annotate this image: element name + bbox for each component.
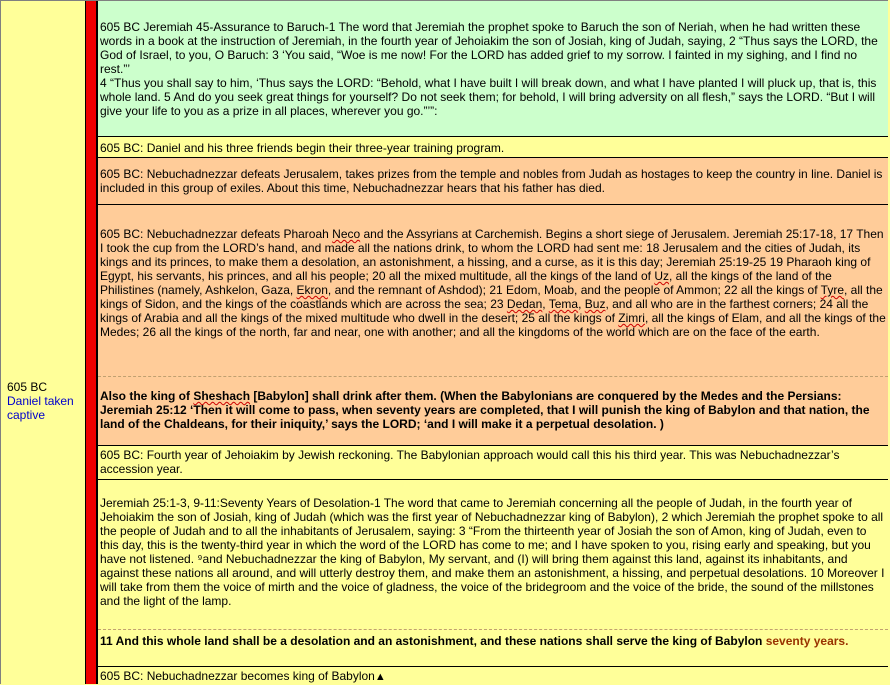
year-label: 605 BC (7, 380, 48, 394)
row-fourth-year (98, 446, 888, 480)
row-desolation (98, 629, 888, 667)
spell-word: Uz (654, 269, 669, 283)
spell-word: Sheshach (193, 389, 251, 403)
defeats-jerusalem-text: 605 BC: Nebuchadnezzar defeats Jerusalem, takes prizes from the temple and nobles from Judah as hostages to keep the country in line. Daniel is included in this group of exiles. About this time, Nebuchadnezzar hears that his father has died. (100, 167, 883, 195)
fourth-year-text: 605 BC: Fourth year of Jehoiakim by Jewish reckoning. The Babylonian approach would call this his third year. This was Nebuchadnezzar’s accession year. (100, 448, 840, 476)
carchemish-part: , and all who are in the farthest corners; 24 all the kings of Arabia and all the kings of the mixed multitude who dwell in the desert; 25 all the kings of (100, 297, 869, 325)
desolation-text (100, 634, 886, 648)
king-of-babylon-label: 605 BC: Nebuchadnezzar becomes king of Babylon (100, 669, 375, 683)
sheshach-part: Also the king of (100, 389, 194, 403)
content-column (97, 1, 887, 684)
spell-word: Zimri (618, 311, 645, 325)
carchemish-part: , all the kings of the land of the Philistines (namely, Ashkelon, Gaza, (100, 269, 832, 297)
spell-word: Tema (548, 297, 579, 311)
spell-word: Dedan (506, 297, 543, 311)
event-label-line2: captive (7, 408, 46, 422)
row-sheshach (98, 376, 888, 446)
jeremiah45-paragraph-2: 4 “Thus you shall say to him, ‘Thus says the LORD: “Behold, what I have built I will break down, and what I have planted I will pluck up, that is, this whole land. 5 And do you seek great things for yourself? Do not seek them; for behold, I will bring adversity on all flesh,” says the LORD. “But I will give your life to you as a prize in all places, wherever you go.”’”: (100, 76, 877, 118)
seventy-years-text: Jeremiah 25:1-3, 9-11:Seventy Years of Desolation-1 The word that came to Jeremiah concerning all the people of Judah, in the fourth year of Jehoiakim the son of Josiah, king of Judah (which was the first year of Nebuchadnezzar king of Babylon), 2 which Jeremiah the prophet spoke to all the people of Judah and to all the inhabitants of Jerusalem, saying: 3 “From the thirteenth year of Josiah the son of Amon, king of Judah, even to this day, this is the twenty-third year in which the word of the LORD has come to me; and I have spoken to you, rising early and speaking, but you have not listened. ⁹and Nebuchadnezzar the king of Babylon, My servant, and (I) will bring them against this land, against its inhabitants, and against these nations all around, and will utterly destroy them, and make them an astonishment, a hissing, and perpetual desolations. 10 Moreover I will take from them the voice of mirth and the voice of gladness, the voice of the bridegroom and the voice of the bride, the sound of the millstones and the light of the lamp. (100, 496, 885, 608)
row-training (98, 137, 888, 158)
row-seventy-years (98, 480, 888, 629)
king-of-babylon-text (100, 669, 886, 684)
event-label-line1: Daniel taken (7, 394, 74, 408)
jeremiah45-paragraph-1: 605 BC Jeremiah 45-Assurance to Baruch-1 The word that Jeremiah the prophet spoke to Baruch the son of Neriah, when he had written these words in a book at the instruction of Jeremiah, in the fourth year of Jehoiakim the son of Josiah, king of Judah, saying, 2 “Thus says the LORD, the God of Israel, to you, O Baruch: 3 ‘You said, “Woe is me now! For the LORD has added grief to my sorrow. I fainted in my sighing, and I find no rest.”’ (100, 20, 878, 76)
carchemish-part: , all the kings of Sidon, and the kings of the coastlands which are across the sea; 23 (100, 283, 883, 311)
red-marker-bar (86, 1, 97, 684)
spell-word: Neco (332, 227, 361, 241)
row-jeremiah-45 (98, 1, 888, 137)
carchemish-part: , and the remnant of Ashdod); 21 Edom, Moab, and the people of Ammon; 22 all the kings of (327, 283, 821, 297)
spell-word: Buz (584, 297, 606, 311)
carchemish-text (100, 227, 886, 339)
row-carchemish (98, 205, 888, 376)
spell-word: Ekron (296, 283, 328, 297)
row-defeats-jerusalem (98, 158, 888, 205)
sheshach-part: [Babylon] shall drink after them. (When the Babylonians are conquered by the Medes and the Persians: Jeremiah 25:12 ‘Then it will come to pass, when seventy years are completed, that I will punish the king of Babylon and that nation, the land of the Chaldeans, for their iniquity,’ says the LORD; ‘and I will make it a perpetual desolation. ) (100, 389, 870, 431)
date-column (1, 1, 86, 684)
spell-word: Tyre (820, 283, 845, 297)
desolation-part: 11 And this whole land shall be a desolation and an astonishment, and these nations shall serve the king of Babylon (100, 634, 766, 648)
row-king-of-babylon (98, 667, 888, 684)
up-arrow-icon[interactable]: ▲ (374, 671, 386, 683)
carchemish-part: , (578, 297, 585, 311)
sheshach-text (100, 389, 886, 431)
training-text: 605 BC: Daniel and his three friends begin their three-year training program. (100, 141, 505, 155)
date-label (7, 380, 85, 422)
carchemish-part: , (542, 297, 549, 311)
carchemish-part: and the Assyrians at Carchemish. Begins a short siege of Jerusalem. Jeremiah 25:17-18, 17 Then I took the cup from the LORD’s hand, and made all the nations drink, to whom the LORD had sent me: 18 Jerusalem and the cities of Judah, its kings and its princes, to make them a desolation, an astonishment, a hissing, and a curse, as it is this day; Jeremiah 25:19-25 19 Pharaoh king of Egypt, his servants, his princes, and all his people; 20 all the mixed multitude, all the kings of the land of (100, 227, 884, 283)
carchemish-part: , all the kings of Elam, and all the kings of the Medes; 26 all the kings of the north, far and near, one with another; and all the kingdoms of the world which are on the face of the earth. (100, 311, 886, 339)
carchemish-part: 605 BC: Nebuchadnezzar defeats Pharoah (100, 227, 333, 241)
desolation-highlight: seventy years. (765, 634, 849, 648)
